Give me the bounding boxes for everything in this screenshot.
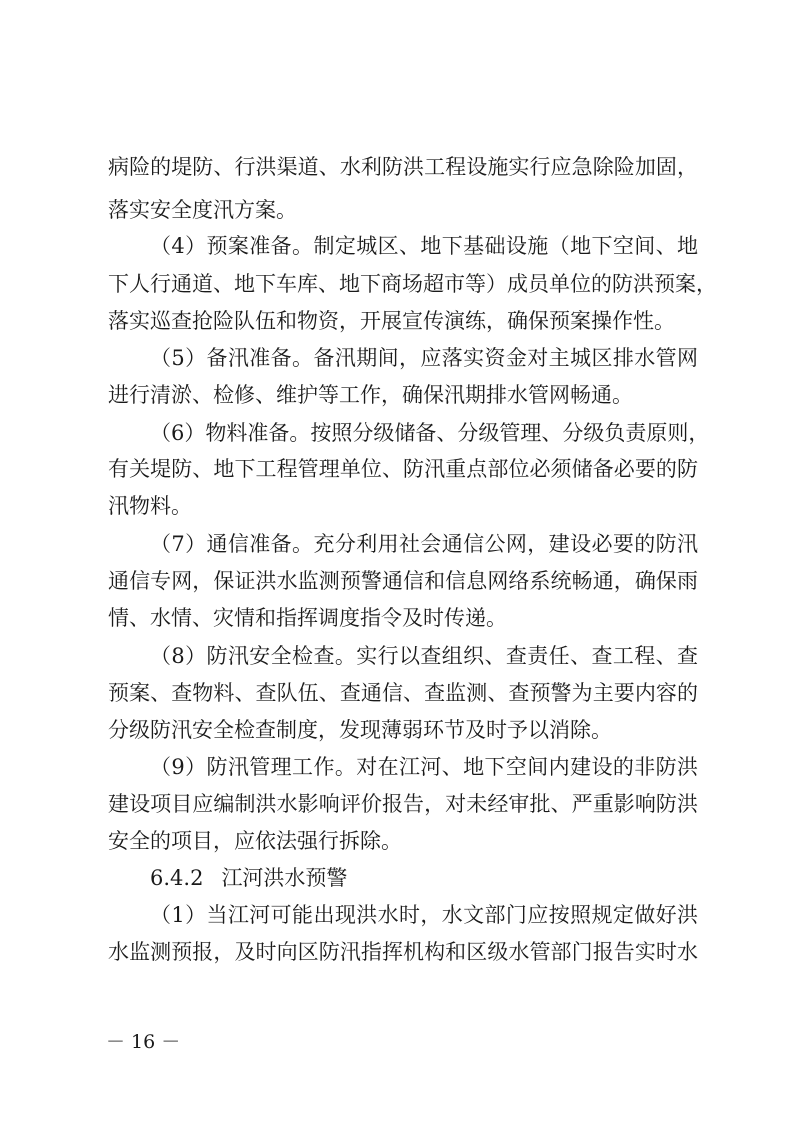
page-number: － 16 － (106, 1031, 181, 1053)
paragraph-line: （5）备汛准备。备汛期间，应落实资金对主城区排水管网 (150, 346, 698, 370)
paragraph-line: 通信专网，保证洪水监测预警通信和信息网络系统畅通，确保雨 (108, 569, 698, 593)
paragraph-line: 汛物料。 (108, 494, 192, 518)
paragraph-line: 预案、查物料、查队伍、查通信、查监测、查预警为主要内容的 (108, 681, 698, 705)
paragraph-line: 有关堤防、地下工程管理单位、防汛重点部位必须储备必要的防 (108, 457, 698, 481)
section-number: 6.4.2 (150, 866, 204, 890)
paragraph-line: （6）物料准备。按照分级储备、分级管理、分级负责原则， (150, 421, 710, 445)
paragraph-line: 安全的项目，应依法强行拆除。 (108, 829, 402, 853)
paragraph-line: 落实巡查抢险队伍和物资，开展宣传演练，确保预案操作性。 (108, 309, 675, 333)
paragraph-line: 水监测预报，及时向区防汛指挥机构和区级水管部门报告实时水 (108, 940, 698, 964)
paragraph-line: （8）防汛安全检查。实行以查组织、查责任、查工程、查 (150, 644, 698, 668)
paragraph-line: （9）防汛管理工作。对在江河、地下空间内建设的非防洪 (150, 755, 698, 779)
paragraph-line: 下人行通道、地下车库、地下商场超市等）成员单位的防洪预案， (108, 272, 717, 296)
paragraph-line: 建设项目应编制洪水影响评价报告，对未经审批、严重影响防洪 (108, 792, 698, 816)
section-heading (150, 864, 347, 892)
paragraph-line: 进行清淤、检修、维护等工作，确保汛期排水管网畅通。 (108, 383, 633, 407)
paragraph-line: 情、水情、灾情和指挥调度指令及时传递。 (108, 606, 507, 630)
section-title: 江河洪水预警 (221, 866, 348, 890)
paragraph-line: 分级防汛安全检查制度，发现薄弱环节及时予以消除。 (108, 718, 612, 742)
paragraph-line: （1）当江河可能出现洪水时，水文部门应按照规定做好洪 (150, 903, 698, 927)
paragraph-line: 病险的堤防、行洪渠道、水利防洪工程设施实行应急除险加固， (108, 155, 698, 179)
paragraph-line: 落实安全度汛方案。 (108, 198, 297, 222)
paragraph-line: （7）通信准备。充分利用社会通信公网，建设必要的防汛 (150, 532, 698, 556)
paragraph-line: （4）预案准备。制定城区、地下基础设施（地下空间、地 (150, 234, 698, 258)
